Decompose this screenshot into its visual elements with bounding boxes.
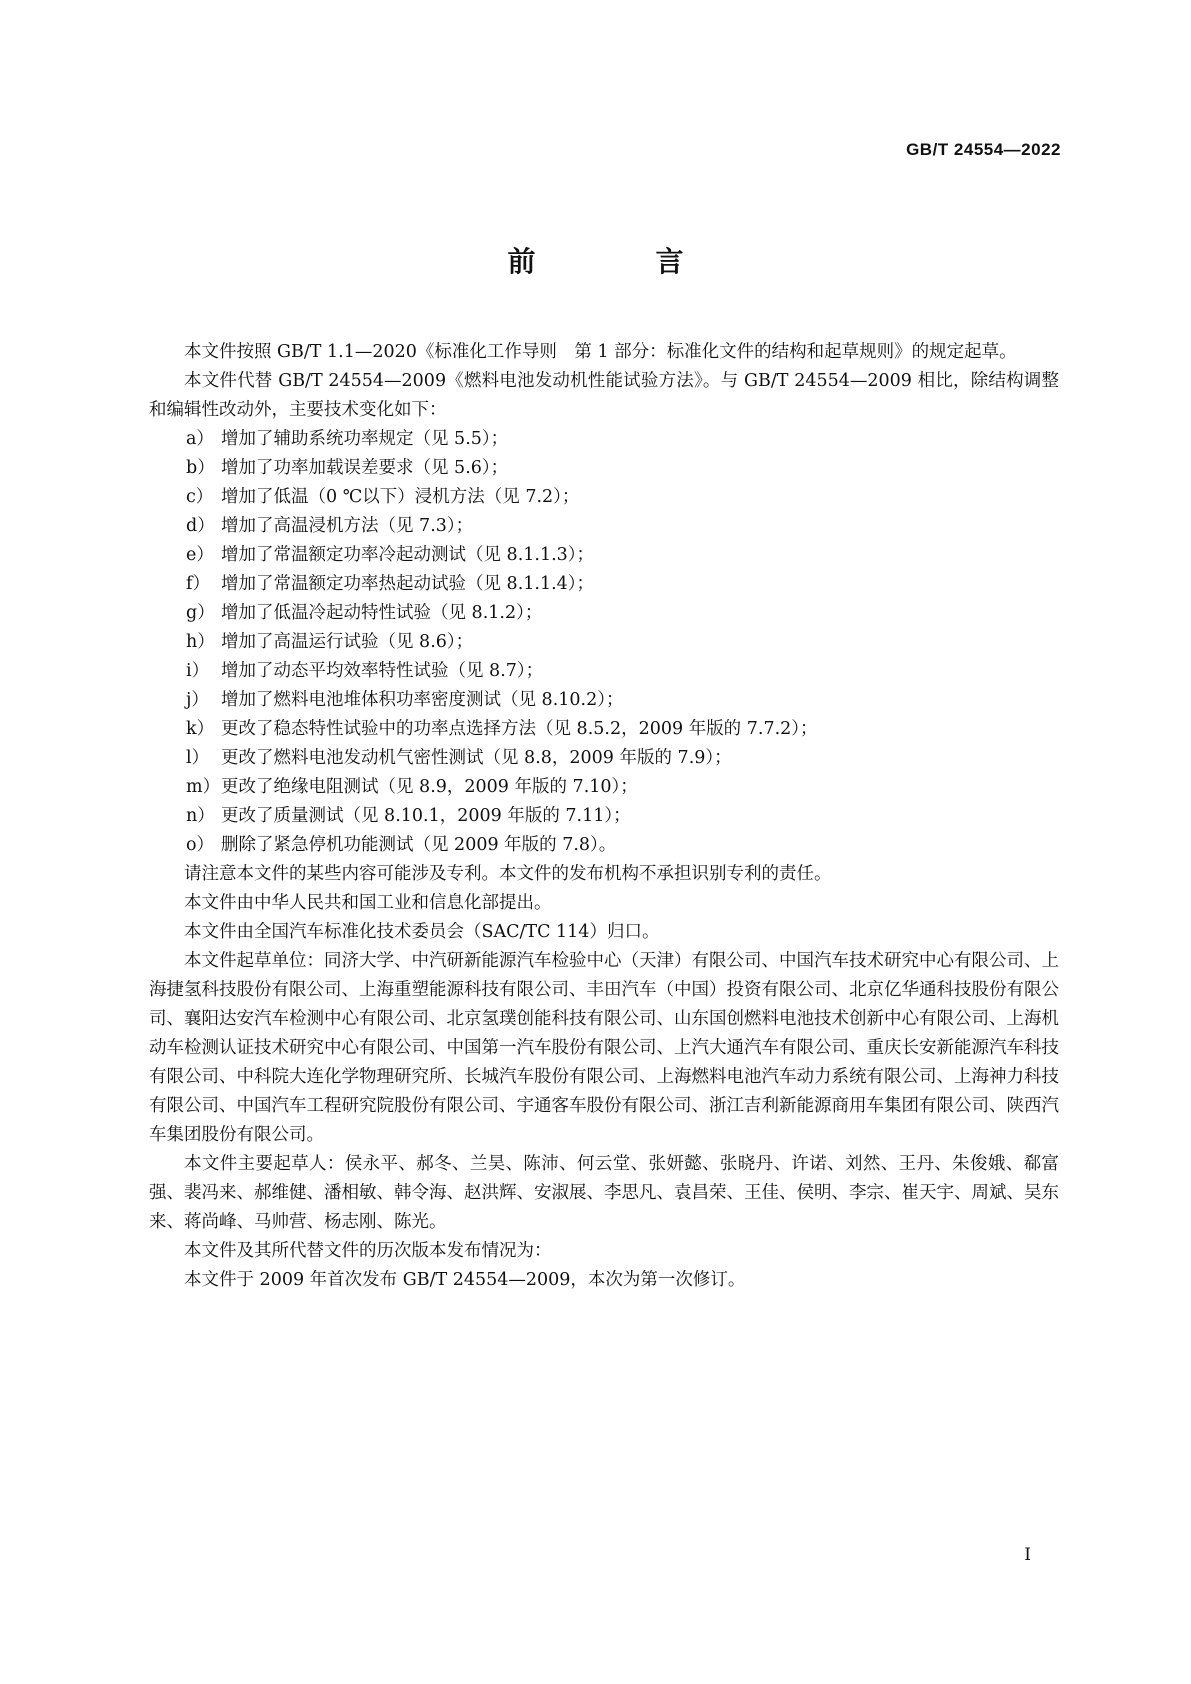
standard-code: GB/T 24554—2022	[906, 140, 1061, 159]
list-item	[149, 715, 1059, 744]
paragraph-proposer: 本文件由中华人民共和国工业和信息化部提出。	[184, 893, 552, 913]
page-title: 前 言	[507, 245, 730, 278]
document-body	[149, 338, 1059, 1295]
list-item	[149, 454, 1059, 483]
paragraph-history-intro: 本文件及其所代替文件的历次版本发布情况为：	[184, 1241, 552, 1261]
list-item	[149, 744, 1059, 773]
list-item-text: 增加了动态平均效率特性试验（见 8.7）；	[221, 661, 544, 681]
list-item	[149, 628, 1059, 657]
paragraph-drafters: 本文件主要起草人：侯永平、郝冬、兰昊、陈沛、何云堂、张妍懿、张晓丹、许诺、刘然、王丹、朱俊娥、郗富强、裴冯来、郝维健、潘相敏、韩令海、赵洪辉、安淑展、李思凡、袁昌荣、王佳、侯明、李宗、崔天宇、周斌、吴东来、蒋尚峰、马帅营、杨志刚、陈光。	[149, 1154, 1059, 1232]
list-item	[149, 686, 1059, 715]
list-item	[149, 570, 1059, 599]
list-item	[149, 831, 1059, 860]
list-item-text: 删除了紧急停机功能测试（见 2009 年版的 7.8）。	[221, 835, 617, 855]
list-item	[149, 541, 1059, 570]
list-item-label: e）	[186, 545, 214, 565]
list-item-text: 增加了燃料电池堆体积功率密度测试（见 8.10.2）；	[221, 690, 624, 710]
list-item	[149, 773, 1059, 802]
list-item-label: c）	[186, 487, 214, 507]
list-item-text: 更改了稳态特性试验中的功率点选择方法（见 8.5.2，2009 年版的 7.7.2）；	[221, 719, 818, 739]
list-item-text: 增加了常温额定功率冷起动测试（见 8.1.1.3）；	[221, 545, 595, 565]
list-item	[149, 425, 1059, 454]
list-item-label: a）	[186, 429, 214, 449]
changes-list	[149, 425, 1059, 860]
list-item-label: i）	[186, 661, 210, 681]
list-item	[149, 512, 1059, 541]
list-item-text: 增加了常温额定功率热起动试验（见 8.1.1.4）；	[221, 574, 595, 594]
list-item-text: 增加了高温运行试验（见 8.6）；	[221, 632, 474, 652]
list-item-text: 增加了低温冷起动特性试验（见 8.1.2）；	[221, 603, 543, 623]
paragraph-patent-notice: 请注意本文件的某些内容可能涉及专利。本文件的发布机构不承担识别专利的责任。	[184, 864, 832, 884]
list-item	[149, 802, 1059, 831]
paragraph-history: 本文件于 2009 年首次发布 GB/T 24554—2009，本次为第一次修订。	[184, 1270, 746, 1290]
list-item-label: m）	[186, 777, 221, 797]
list-item-text: 更改了质量测试（见 8.10.1，2009 年版的 7.11）；	[221, 806, 631, 826]
list-item-text: 更改了燃料电池发动机气密性测试（见 8.8，2009 年版的 7.9）；	[221, 748, 732, 768]
list-item	[149, 483, 1059, 512]
paragraph-replacement: 本文件代替 GB/T 24554—2009《燃料电池发动机性能试验方法》。与 GB/T 24554—2009 相比，除结构调整和编辑性改动外，主要技术变化如下：	[149, 371, 1059, 420]
list-item-label: k）	[186, 719, 215, 739]
list-item-label: h）	[186, 632, 215, 652]
list-item-label: g）	[186, 603, 215, 623]
list-item-label: o）	[186, 835, 215, 855]
list-item-label: j）	[186, 690, 209, 710]
paragraph-drafting-units: 本文件起草单位：同济大学、中汽研新能源汽车检验中心（天津）有限公司、中国汽车技术研究中心有限公司、上海捷氢科技股份有限公司、上海重塑能源科技有限公司、丰田汽车（中国）投资有限公司、北京亿华通科技股份有限公司、襄阳达安汽车检测中心有限公司、北京氢璞创能科技有限公司、山东国创燃料电池技术创新中心有限公司、上海机动车检测认证技术研究中心有限公司、中国第一汽车股份有限公司、上汽大通汽车有限公司、重庆长安新能源汽车科技有限公司、中科院大连化学物理研究所、长城汽车股份有限公司、上海燃料电池汽车动力系统有限公司、上海神力科技有限公司、中国汽车工程研究院股份有限公司、宇通客车股份有限公司、浙江吉利新能源商用车集团有限公司、陕西汽车集团股份有限公司。	[149, 951, 1059, 1145]
list-item-label: b）	[186, 458, 215, 478]
list-item	[149, 657, 1059, 686]
list-item-text: 更改了绝缘电阻测试（见 8.9，2009 年版的 7.10）；	[221, 777, 638, 797]
page-number: I	[1024, 1545, 1031, 1565]
list-item-label: l）	[186, 748, 210, 768]
list-item-text: 增加了辅助系统功率规定（见 5.5）；	[221, 429, 509, 449]
list-item-text: 增加了功率加载误差要求（见 5.6）；	[221, 458, 509, 478]
list-item	[149, 599, 1059, 628]
list-item-text: 增加了低温（0 ℃以下）浸机方法（见 7.2）；	[221, 487, 580, 507]
list-item-label: n）	[186, 806, 215, 826]
paragraph-drafting-rules: 本文件按照 GB/T 1.1—2020《标准化工作导则 第 1 部分：标准化文件的结构和起草规则》的规定起草。	[184, 342, 1017, 362]
list-item-label: f）	[186, 574, 210, 594]
paragraph-committee: 本文件由全国汽车标准化技术委员会（SAC/TC 114）归口。	[184, 922, 660, 942]
list-item-text: 增加了高温浸机方法（见 7.3）；	[221, 516, 474, 536]
list-item-label: d）	[186, 516, 215, 536]
